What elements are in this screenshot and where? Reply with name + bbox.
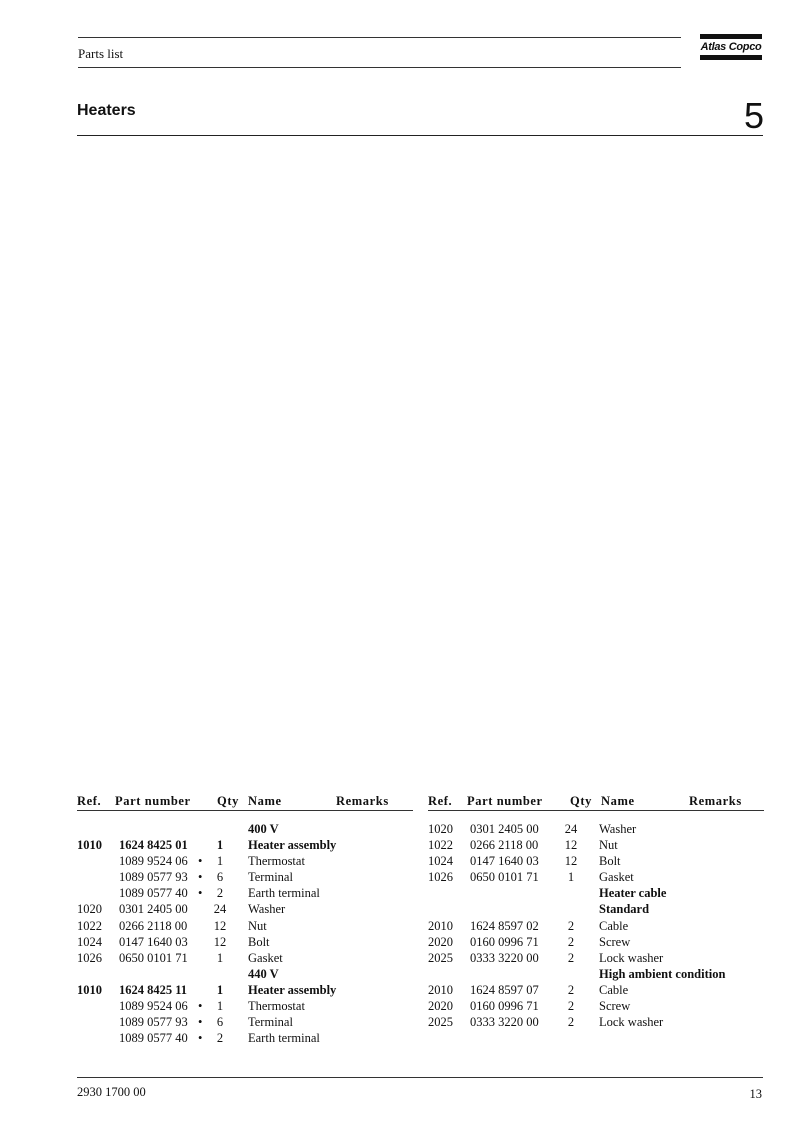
qty-cell: 12 [564, 854, 578, 869]
qty-cell: 2 [216, 1031, 224, 1046]
bullet-marker: • [198, 870, 203, 885]
col-ref: Ref. [77, 794, 102, 808]
ref-cell: 1026 [77, 950, 102, 965]
bullet-marker: • [198, 999, 203, 1014]
part-number-cell: 1089 9524 06 [119, 854, 188, 869]
table-row [428, 982, 764, 998]
chapter-number: 5 [743, 95, 764, 136]
bullet-marker: • [198, 1031, 203, 1046]
title-rule [77, 135, 763, 136]
ref-cell: 1010 [77, 838, 102, 853]
table-row [77, 950, 413, 966]
qty-cell: 2 [567, 934, 575, 949]
brand-logo [700, 34, 762, 60]
part-number-cell: 0301 2405 00 [470, 822, 539, 836]
header-top-rule [78, 37, 681, 38]
qty-cell: 1 [567, 870, 575, 885]
table-row [428, 837, 764, 853]
part-number-cell: 0650 0101 71 [119, 950, 188, 965]
ref-cell: 2020 [428, 934, 453, 949]
name-cell: Cable [599, 982, 629, 997]
page-number: 13 [749, 1087, 762, 1101]
qty-cell: 2 [567, 982, 575, 997]
part-number-cell: 0333 3220 00 [470, 950, 539, 965]
name-cell: Heater cable [599, 886, 667, 901]
name-cell: Heater assembly [248, 838, 337, 853]
part-number-cell: 0266 2118 00 [119, 918, 188, 933]
bullet-marker: • [198, 886, 203, 901]
name-cell: Bolt [248, 934, 270, 949]
table-row [77, 1030, 413, 1046]
name-cell: Nut [248, 918, 267, 933]
part-number-cell: 0333 3220 00 [470, 1015, 539, 1030]
part-number-cell: 0650 0101 71 [470, 870, 539, 885]
part-number-cell: 1089 0577 40 [119, 886, 188, 901]
name-cell: Lock washer [599, 1015, 664, 1030]
parts-table-right [428, 794, 764, 1030]
name-cell: Earth terminal [248, 1031, 320, 1046]
col-remarks: Remarks [689, 794, 742, 808]
name-cell: Screw [599, 934, 631, 949]
name-cell: Terminal [248, 1015, 293, 1030]
qty-cell: 1 [216, 982, 224, 997]
ref-cell: 2010 [428, 918, 453, 933]
qty-cell: 6 [216, 1015, 224, 1030]
name-cell: Gasket [599, 870, 634, 885]
table-row [77, 934, 413, 950]
qty-cell: 24 [213, 902, 227, 917]
table-row [77, 918, 413, 934]
part-number-cell: 0266 2118 00 [470, 838, 539, 853]
table-row [428, 918, 764, 934]
name-cell: 400 V [248, 822, 279, 836]
table-row [428, 966, 764, 982]
ref-cell: 1022 [77, 918, 102, 933]
name-cell: Bolt [599, 854, 621, 869]
table-row [428, 950, 764, 966]
table-row [428, 998, 764, 1014]
name-cell: Standard [599, 902, 650, 917]
table-header [77, 794, 413, 811]
qty-cell: 12 [213, 934, 227, 949]
ref-cell: 2010 [428, 982, 453, 997]
header-bottom-rule [78, 67, 681, 68]
table-row [428, 934, 764, 950]
part-number-cell: 0147 1640 03 [119, 934, 188, 949]
name-cell: Nut [599, 838, 618, 853]
page-title: Heaters [77, 102, 136, 119]
name-cell: Cable [599, 918, 629, 933]
qty-cell: 6 [216, 870, 224, 885]
qty-cell: 1 [216, 854, 224, 869]
part-number-cell: 0147 1640 03 [470, 854, 539, 869]
name-cell: 440 V [248, 966, 279, 981]
table-row [77, 982, 413, 998]
qty-cell: 2 [567, 918, 575, 933]
table-body [428, 811, 764, 1030]
table-row [77, 998, 413, 1014]
qty-cell: 1 [216, 838, 224, 853]
ref-cell: 1010 [77, 982, 102, 997]
name-cell: Washer [599, 822, 637, 836]
part-number-cell: 1089 0577 40 [119, 1031, 188, 1046]
table-row [428, 869, 764, 885]
bullet-marker: • [198, 854, 203, 869]
qty-cell: 2 [567, 1015, 575, 1030]
qty-cell: 24 [564, 822, 578, 836]
ref-cell: 2025 [428, 1015, 453, 1030]
ref-cell: 1024 [428, 854, 453, 869]
col-part-number: Part number [467, 794, 543, 808]
col-part-number: Part number [115, 794, 191, 808]
part-number-cell: 1089 0577 93 [119, 870, 188, 885]
table-row [77, 821, 413, 837]
qty-cell: 2 [567, 999, 575, 1014]
col-remarks: Remarks [336, 794, 389, 808]
col-qty: Qty [570, 794, 592, 808]
name-cell: Washer [248, 902, 286, 917]
name-cell: Lock washer [599, 950, 664, 965]
col-ref: Ref. [428, 794, 453, 808]
ref-cell: 2025 [428, 950, 453, 965]
table-row [428, 1014, 764, 1030]
name-cell: Earth terminal [248, 886, 320, 901]
part-number-cell: 1624 8597 02 [470, 918, 539, 933]
bullet-marker: • [198, 1015, 203, 1030]
ref-cell: 1020 [428, 822, 453, 836]
part-number-cell: 0301 2405 00 [119, 902, 188, 917]
qty-cell: 2 [567, 950, 575, 965]
table-row [77, 966, 413, 982]
part-number-cell: 1089 0577 93 [119, 1015, 188, 1030]
name-cell: Thermostat [248, 999, 305, 1014]
ref-cell: 1026 [428, 870, 453, 885]
name-cell: Heater assembly [248, 982, 337, 997]
part-number-cell: 0160 0996 71 [470, 934, 539, 949]
table-row [77, 837, 413, 853]
qty-cell: 1 [216, 950, 224, 965]
logo-text: Atlas Copco [700, 41, 762, 53]
part-number-cell: 1624 8425 11 [119, 982, 188, 997]
ref-cell: 1022 [428, 838, 453, 853]
part-number-cell: 1089 9524 06 [119, 999, 188, 1014]
part-number-cell: 0160 0996 71 [470, 999, 539, 1014]
ref-cell: 1024 [77, 934, 102, 949]
table-row [77, 869, 413, 885]
parts-table-left [77, 794, 413, 1046]
table-body [77, 811, 413, 1046]
document-number: 2930 1700 00 [77, 1085, 146, 1099]
name-cell: Thermostat [248, 854, 305, 869]
footer-rule [77, 1077, 763, 1078]
table-row [428, 901, 764, 917]
qty-cell: 1 [216, 999, 224, 1014]
table-row [428, 885, 764, 901]
name-cell: Terminal [248, 870, 293, 885]
col-name: Name [601, 794, 635, 808]
ref-cell: 1020 [77, 902, 102, 917]
qty-cell: 2 [216, 886, 224, 901]
table-row [77, 1014, 413, 1030]
ref-cell: 2020 [428, 999, 453, 1014]
name-cell: High ambient condition [599, 966, 726, 981]
table-row [77, 901, 413, 917]
name-cell: Screw [599, 999, 631, 1014]
qty-cell: 12 [564, 838, 578, 853]
part-number-cell: 1624 8425 01 [119, 838, 188, 853]
table-row [77, 853, 413, 869]
col-qty: Qty [217, 794, 239, 808]
qty-cell: 12 [213, 918, 227, 933]
table-header [428, 794, 764, 811]
section-label: Parts list [78, 46, 124, 61]
logo-bottom-bar [700, 55, 762, 60]
table-row [77, 885, 413, 901]
col-name: Name [248, 794, 282, 808]
name-cell: Gasket [248, 950, 283, 965]
table-row [428, 821, 764, 837]
part-number-cell: 1624 8597 07 [470, 982, 539, 997]
table-row [428, 853, 764, 869]
